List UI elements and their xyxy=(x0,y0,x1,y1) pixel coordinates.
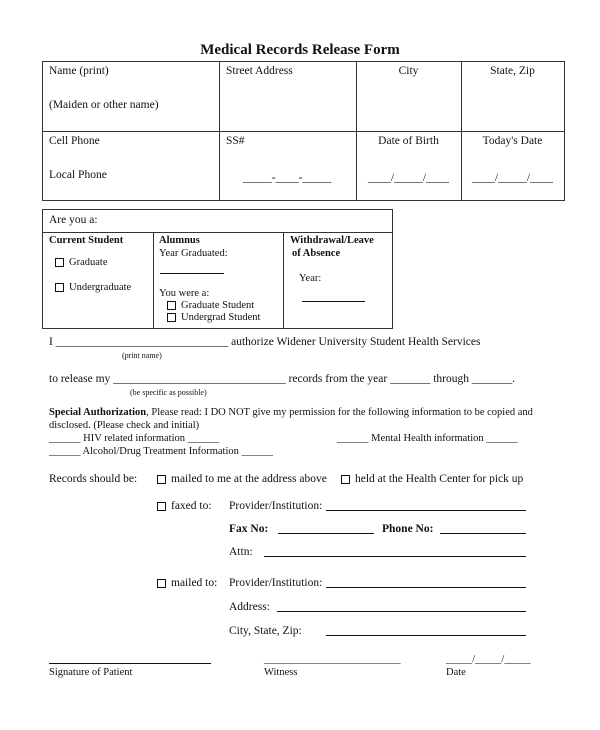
print-name-hint: (print name) xyxy=(122,351,162,360)
mail-provider-label: Provider/Institution: xyxy=(229,577,323,589)
authorize-i: I xyxy=(49,336,53,348)
mental-health-option[interactable]: ______ Mental Health information ______ xyxy=(337,433,518,444)
today-blank[interactable]: ____/_____/____ xyxy=(471,172,554,184)
fax-no-line[interactable] xyxy=(278,533,374,534)
withdrawal-heading: Withdrawal/Leave xyxy=(290,235,374,246)
authorize-text: authorize Widener University Student Health Services xyxy=(231,336,481,348)
mail-provider-line[interactable] xyxy=(326,587,526,588)
ss-blank[interactable]: _____-____-_____ xyxy=(243,172,332,184)
cell-phone-label: Cell Phone xyxy=(49,135,100,147)
absence-heading: of Absence xyxy=(292,248,341,259)
graduate-option[interactable] xyxy=(55,257,107,268)
status-table xyxy=(42,209,393,329)
page-title: Medical Records Release Form xyxy=(200,42,400,58)
records-label: Records should be: xyxy=(49,473,138,485)
phone-no-label: Phone No: xyxy=(382,523,434,535)
mailed-me-label: mailed to me at the address above xyxy=(171,473,327,485)
patient-signature-label: Signature of Patient xyxy=(49,667,133,678)
alcohol-option[interactable]: ______ Alcohol/Drug Treatment Information ______ xyxy=(49,446,273,457)
dob-label: Date of Birth xyxy=(378,135,439,147)
ss-label: SS# xyxy=(226,135,245,147)
city-state-zip-line[interactable] xyxy=(326,635,526,636)
graduate-student-option[interactable] xyxy=(167,300,254,311)
current-student-heading: Current Student xyxy=(49,235,124,246)
held-option[interactable] xyxy=(341,473,523,485)
authorize-line xyxy=(49,336,480,348)
mailed-to-label: mailed to: xyxy=(171,577,218,589)
authorize-name-blank[interactable]: ______________________________ xyxy=(55,336,229,348)
faxed-option[interactable] xyxy=(157,500,212,512)
street-label: Street Address xyxy=(226,65,293,77)
year-graduated-line[interactable] xyxy=(160,273,224,274)
special-text1: , Please read: I DO NOT give my permission for the following information to be copied and xyxy=(146,407,533,418)
you-were-label: You were a: xyxy=(159,288,210,299)
graduate-checkbox[interactable] xyxy=(55,258,64,267)
witness-blank[interactable]: __________________________ xyxy=(264,654,401,665)
year-graduated-label: Year Graduated: xyxy=(159,248,228,259)
held-checkbox[interactable] xyxy=(341,475,350,484)
release-from-year-blank[interactable]: _______ xyxy=(390,373,431,385)
withdrawal-year-line[interactable] xyxy=(302,301,365,302)
release-line xyxy=(49,373,515,385)
undergrad-student-option[interactable] xyxy=(167,312,260,323)
maiden-label: (Maiden or other name) xyxy=(49,99,159,111)
alumnus-heading: Alumnus xyxy=(159,235,200,246)
phone-no-line[interactable] xyxy=(440,533,526,534)
today-label: Today's Date xyxy=(482,135,543,147)
specific-hint: (be specific as possible) xyxy=(130,388,207,397)
patient-info-table xyxy=(42,61,565,201)
release-text-b: records from the year xyxy=(288,373,388,385)
mailed-me-checkbox[interactable] xyxy=(157,475,166,484)
patient-signature-line[interactable] xyxy=(49,663,211,664)
fax-provider-line[interactable] xyxy=(326,510,526,511)
mailed-to-checkbox[interactable] xyxy=(157,579,166,588)
undergraduate-checkbox[interactable] xyxy=(55,283,64,292)
address-label: Address: xyxy=(229,601,270,613)
date-blank[interactable]: _____/_____/_____ xyxy=(446,654,531,665)
mailed-me-option[interactable] xyxy=(157,473,327,485)
mailed-to-option[interactable] xyxy=(157,577,217,589)
undergrad-student-label: Undergrad Student xyxy=(181,312,261,323)
special-heading: Special Authorization xyxy=(49,407,147,418)
undergrad-student-checkbox[interactable] xyxy=(167,313,176,322)
graduate-student-checkbox[interactable] xyxy=(167,301,176,310)
attn-line[interactable] xyxy=(264,556,526,557)
are-you-label: Are you a: xyxy=(49,214,98,226)
state-label: State, Zip xyxy=(490,65,535,77)
faxed-label: faxed to: xyxy=(171,500,212,512)
hiv-option[interactable]: ______ HIV related information ______ xyxy=(49,433,220,444)
faxed-checkbox[interactable] xyxy=(157,502,166,511)
undergraduate-label: Undergraduate xyxy=(69,282,132,293)
withdrawal-year-label: Year: xyxy=(299,273,322,284)
graduate-label: Graduate xyxy=(69,257,108,268)
witness-label: Witness xyxy=(264,667,298,678)
graduate-student-label: Graduate Student xyxy=(181,300,255,311)
fax-provider-label: Provider/Institution: xyxy=(229,500,323,512)
name-label: Name (print) xyxy=(49,65,109,77)
city-state-zip-label: City, State, Zip: xyxy=(229,625,302,637)
special-text2: disclosed. (Please check and initial) xyxy=(49,420,200,431)
release-records-blank[interactable]: ______________________________ xyxy=(113,373,286,385)
fax-no-label: Fax No: xyxy=(229,523,269,535)
address-line[interactable] xyxy=(277,611,526,612)
held-label: held at the Health Center for pick up xyxy=(355,473,524,485)
date-label: Date xyxy=(446,667,466,678)
special-authorization xyxy=(49,407,569,418)
release-text-a: to release my xyxy=(49,373,111,385)
undergraduate-option[interactable] xyxy=(55,282,131,293)
city-label: City xyxy=(398,65,419,77)
local-phone-label: Local Phone xyxy=(49,169,107,181)
dob-blank[interactable]: ____/_____/____ xyxy=(367,172,450,184)
release-through: through xyxy=(433,373,470,385)
attn-label: Attn: xyxy=(229,546,253,558)
release-to-year-blank[interactable]: _______. xyxy=(471,373,516,385)
